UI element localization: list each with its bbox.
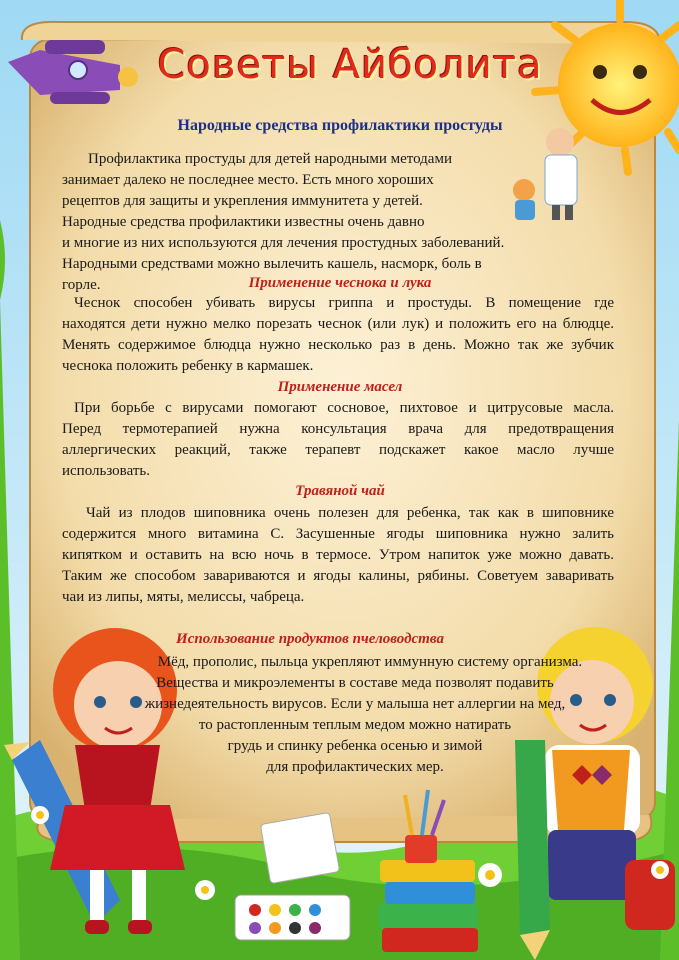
bee-line: то растопленным теплым медом можно натирать <box>198 717 512 733</box>
bee-line: грудь и спинку ребенка осенью и зимой <box>227 738 483 754</box>
garlic-line: Чеснок способен убивать вирусы гриппа и простуды. В помещение где <box>74 295 614 311</box>
tea-line: содержится много витамина С. Засушенные ягоды шиповника нужно залить <box>62 526 614 542</box>
oils-line: При борьбе с вирусами помогают сосновое, пихтовое и цитрусовые масла. <box>74 400 614 416</box>
intro-paragraph <box>62 149 522 296</box>
section-heading-oils: Применение масел <box>277 379 403 395</box>
garlic-paragraph <box>62 293 614 377</box>
tea-paragraph <box>62 503 614 608</box>
oils-line: использовать. <box>62 463 150 479</box>
page-subtitle: Народные средства профилактики простуды <box>177 117 503 134</box>
intro-line: занимает далеко не последнее место. Есть много хороших <box>62 172 434 188</box>
section-heading-garlic: Применение чеснока и лука <box>248 275 432 291</box>
bee-line: жизнедеятельность вирусов. Если у малыша нет аллергии на мед, <box>144 696 566 712</box>
intro-line: и многие из них используются для лечения простудных заболеваний. <box>62 235 505 251</box>
bee-line: Вещества и микроэлементы в составе меда позволят подавить <box>156 675 554 691</box>
bee-line: для профилактических мер. <box>266 759 444 775</box>
intro-line: Народные средства профилактики известны очень давно <box>62 214 425 230</box>
tea-line: Чай из плодов шиповника очень полезен для ребенка, так как в шиповнике <box>86 505 614 521</box>
oils-line: Перед термотерапией нужна консультация врача для предотвращения <box>62 421 614 437</box>
section-heading-bee: Использование продуктов пчеловодства <box>176 631 444 647</box>
intro-line: рецептов для защиты и укрепления иммунитета у детей. <box>62 193 423 209</box>
garlic-line: Менять содержимое блюдца нужно несколько раз в день. Можно так же зубчик <box>62 337 614 353</box>
intro-line: Профилактика простуды для детей народными методами <box>88 151 452 167</box>
tea-line: Таким же способом завариваются и ягоды калины, рябины. Советуем заваривать <box>62 568 614 584</box>
garlic-line: чеснока положить ребенку в кармашек. <box>62 358 314 374</box>
oils-line: аллергических реакций, также терапевт подскажет какое масло лучше <box>62 442 614 458</box>
bee-paragraph <box>110 652 600 778</box>
garlic-line: находятся дети нужно мелко порезать чеснок (или лук) и положить его на блюдце. <box>62 316 614 332</box>
poster-title: Советы Айболита <box>157 42 543 88</box>
section-heading-tea: Травяной чай <box>295 483 385 499</box>
tea-line: чаи из липы, мяты, мелиссы, чабреца. <box>62 589 305 605</box>
oils-paragraph <box>62 398 614 482</box>
tea-line: кипятком и оставить на всю ночь в термосе. Утром напиток уже можно давать. <box>62 547 614 563</box>
intro-line: Народными средствами можно вылечить кашель, насморк, боль в горле. <box>62 256 482 293</box>
bee-line: Мёд, прополис, пыльца укрепляют иммунную систему организма. <box>157 654 583 670</box>
